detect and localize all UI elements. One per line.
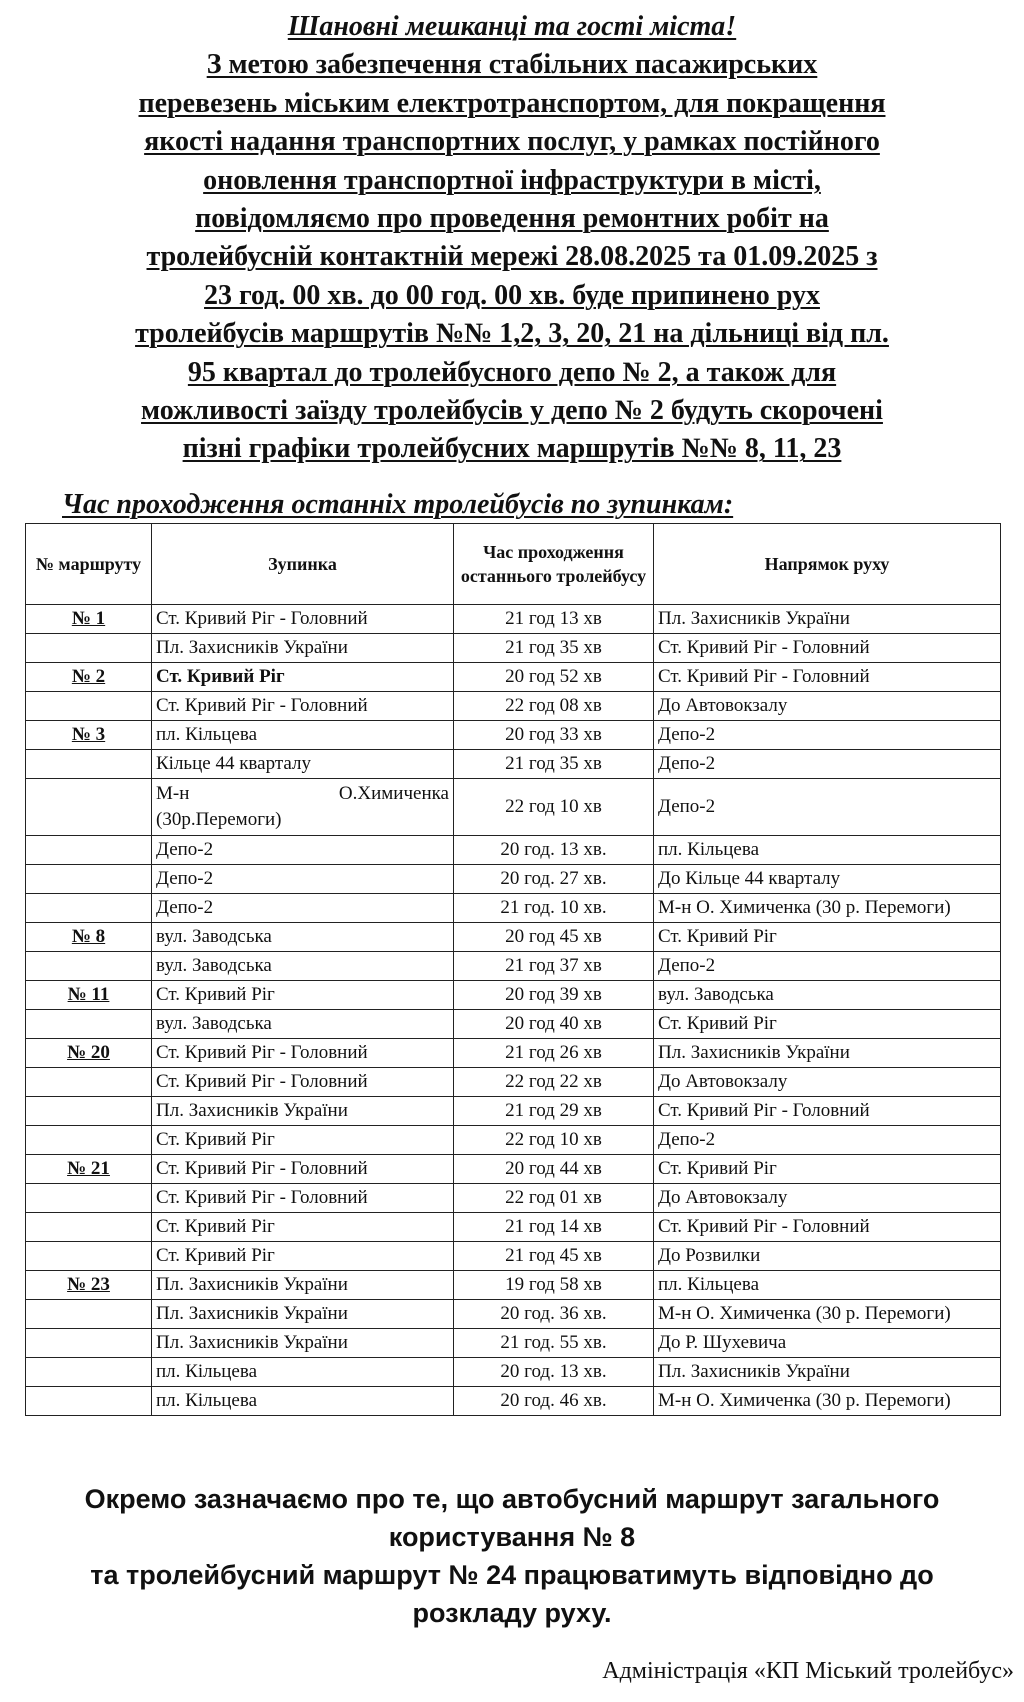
header-direction: Напрямок руху xyxy=(654,524,1001,605)
time-cell: 20 год 40 хв xyxy=(454,1010,654,1039)
table-row xyxy=(26,1387,1001,1416)
stop-cell: Депо-2 xyxy=(152,836,454,865)
direction-cell: пл. Кільцева xyxy=(654,836,1001,865)
stop-cell: Пл. Захисників України xyxy=(152,1271,454,1300)
stop-part: М-н xyxy=(156,783,190,804)
stop-cell: вул. Заводська xyxy=(152,1010,454,1039)
route-cell: № 11 xyxy=(26,981,152,1010)
stop-cell: Ст. Кривий Ріг xyxy=(152,1126,454,1155)
table-row xyxy=(26,1242,1001,1271)
announcement-line: повідомляємо про проведення ремонтних робіт на xyxy=(195,203,829,235)
route-cell: № 3 xyxy=(26,721,152,750)
stop-cell: Ст. Кривий Ріг xyxy=(152,981,454,1010)
announcement-line: З метою забезпечення стабільних пасажирських xyxy=(206,49,818,81)
direction-cell: Депо-2 xyxy=(654,750,1001,779)
stop-cell: Ст. Кривий Ріг - Головний xyxy=(152,1068,454,1097)
route-cell xyxy=(26,692,152,721)
header-stop: Зупинка xyxy=(152,524,454,605)
time-cell: 22 год 08 хв xyxy=(454,692,654,721)
announcement-line: тролейбусній контактній мережі 28.08.2025 та 01.09.2025 з xyxy=(146,241,878,273)
time-cell: 22 год 01 хв xyxy=(454,1184,654,1213)
time-cell: 19 год 58 хв xyxy=(454,1271,654,1300)
direction-cell: До Автовокзалу xyxy=(654,1068,1001,1097)
time-cell: 20 год. 27 хв. xyxy=(454,865,654,894)
table-row xyxy=(26,1213,1001,1242)
table-row xyxy=(26,1126,1001,1155)
table-row xyxy=(26,634,1001,663)
direction-cell: До Розвилки xyxy=(654,1242,1001,1271)
direction-cell: пл. Кільцева xyxy=(654,1271,1001,1300)
stop-cell: вул. Заводська xyxy=(152,952,454,981)
stop-cell: Ст. Кривий Ріг - Головний xyxy=(152,1155,454,1184)
direction-cell: До Автовокзалу xyxy=(654,1184,1001,1213)
route-cell: № 8 xyxy=(26,923,152,952)
time-cell: 21 год 35 хв xyxy=(454,634,654,663)
stop-cell: Пл. Захисників України xyxy=(152,1300,454,1329)
stop-cell: Пл. Захисників України xyxy=(152,1329,454,1358)
route-cell: № 1 xyxy=(26,605,152,634)
time-cell: 20 год 44 хв xyxy=(454,1155,654,1184)
route-cell xyxy=(26,1213,152,1242)
stop-cell: Ст. Кривий Ріг - Головний xyxy=(152,605,454,634)
time-cell: 20 год 52 хв xyxy=(454,663,654,692)
table-row xyxy=(26,779,1001,836)
stop-cell: пл. Кільцева xyxy=(152,1387,454,1416)
direction-cell: До Кільце 44 кварталу xyxy=(654,865,1001,894)
time-cell: 20 год 33 хв xyxy=(454,721,654,750)
table-title: Час проходження останніх тролейбусів по зупинкам: xyxy=(62,489,734,520)
header-time: Час проходження останнього тролейбусу xyxy=(454,524,654,605)
table-row xyxy=(26,981,1001,1010)
table-row xyxy=(26,721,1001,750)
table-row xyxy=(26,1068,1001,1097)
direction-cell: Ст. Кривий Ріг - Головний xyxy=(654,1097,1001,1126)
direction-cell: Пл. Захисників України xyxy=(654,1358,1001,1387)
stop-cell: Ст. Кривий Ріг xyxy=(152,1242,454,1271)
table-row xyxy=(26,836,1001,865)
route-cell: № 23 xyxy=(26,1271,152,1300)
direction-cell: вул. Заводська xyxy=(654,981,1001,1010)
route-cell xyxy=(26,1387,152,1416)
table-row xyxy=(26,663,1001,692)
time-cell: 21 год 14 хв xyxy=(454,1213,654,1242)
stop-cell: Пл. Захисників України xyxy=(152,1097,454,1126)
time-cell: 21 год 26 хв xyxy=(454,1039,654,1068)
announcement-heading xyxy=(40,8,984,469)
direction-cell: Ст. Кривий Ріг - Головний xyxy=(654,663,1001,692)
time-cell: 22 год 10 хв xyxy=(454,1126,654,1155)
direction-cell: Депо-2 xyxy=(654,779,1001,836)
direction-cell: Депо-2 xyxy=(654,952,1001,981)
time-cell: 21 год. 55 хв. xyxy=(454,1329,654,1358)
route-cell xyxy=(26,1300,152,1329)
header-route: № маршруту xyxy=(26,524,152,605)
time-cell: 20 год 39 хв xyxy=(454,981,654,1010)
route-cell xyxy=(26,1010,152,1039)
table-row xyxy=(26,894,1001,923)
announcement-line: тролейбусів маршрутів №№ 1,2, 3, 20, 21 на дільниці від пл. xyxy=(135,318,889,350)
time-cell: 20 год. 46 хв. xyxy=(454,1387,654,1416)
direction-cell: До Р. Шухевича xyxy=(654,1329,1001,1358)
time-cell: 20 год. 13 хв. xyxy=(454,1358,654,1387)
time-cell: 22 год 22 хв xyxy=(454,1068,654,1097)
route-cell xyxy=(26,1097,152,1126)
stop-cell: Ст. Кривий Ріг - Головний xyxy=(152,692,454,721)
stop-cell: Депо-2 xyxy=(152,894,454,923)
direction-cell: М-н О. Химиченка (30 р. Перемоги) xyxy=(654,894,1001,923)
direction-cell: М-н О. Химиченка (30 р. Перемоги) xyxy=(654,1300,1001,1329)
route-cell xyxy=(26,779,152,836)
direction-cell: Ст. Кривий Ріг xyxy=(654,923,1001,952)
direction-cell: Ст. Кривий Ріг - Головний xyxy=(654,634,1001,663)
stop-cell xyxy=(152,779,454,836)
announcement-line: 23 год. 00 хв. до 00 год. 00 хв. буде припинено рух xyxy=(204,279,820,311)
stop-cell: Ст. Кривий Ріг xyxy=(152,1213,454,1242)
table-row xyxy=(26,750,1001,779)
time-cell: 20 год. 13 хв. xyxy=(454,836,654,865)
time-cell: 21 год 37 хв xyxy=(454,952,654,981)
route-cell xyxy=(26,1242,152,1271)
stop-cell: Ст. Кривий Ріг xyxy=(152,663,454,692)
table-row xyxy=(26,1097,1001,1126)
schedule-table xyxy=(25,523,1001,1416)
stop-cell: пл. Кільцева xyxy=(152,1358,454,1387)
announcement-line: можливості заїзду тролейбусів у депо № 2 будуть скорочені xyxy=(141,395,883,427)
direction-cell: Ст. Кривий Ріг xyxy=(654,1010,1001,1039)
table-row xyxy=(26,1039,1001,1068)
table-row xyxy=(26,692,1001,721)
route-cell xyxy=(26,836,152,865)
route-cell xyxy=(26,1358,152,1387)
time-cell: 21 год 29 хв xyxy=(454,1097,654,1126)
direction-cell: Депо-2 xyxy=(654,1126,1001,1155)
stop-cell: Пл. Захисників України xyxy=(152,634,454,663)
route-cell xyxy=(26,750,152,779)
time-cell: 20 год 45 хв xyxy=(454,923,654,952)
time-cell: 21 год 35 хв xyxy=(454,750,654,779)
table-row xyxy=(26,1329,1001,1358)
route-cell xyxy=(26,1068,152,1097)
route-cell: № 20 xyxy=(26,1039,152,1068)
time-cell: 21 год 13 хв xyxy=(454,605,654,634)
table-row xyxy=(26,605,1001,634)
stop-cell: пл. Кільцева xyxy=(152,721,454,750)
route-cell xyxy=(26,634,152,663)
route-cell: № 2 xyxy=(26,663,152,692)
direction-cell: Пл. Захисників України xyxy=(654,605,1001,634)
stop-cell: Кільце 44 кварталу xyxy=(152,750,454,779)
route-cell xyxy=(26,1126,152,1155)
direction-cell: Пл. Захисників України xyxy=(654,1039,1001,1068)
closing-line: Окремо зазначаємо про те, що автобусний маршрут загального xyxy=(84,1484,940,1514)
table-row xyxy=(26,952,1001,981)
table-row xyxy=(26,1300,1001,1329)
signature: Адміністрація «КП Міський тролейбус» xyxy=(602,1658,1014,1684)
table-row xyxy=(26,1184,1001,1213)
stop-part: О.Химиченка xyxy=(338,783,449,804)
route-cell xyxy=(26,1329,152,1358)
route-cell xyxy=(26,865,152,894)
stop-cell: Депо-2 xyxy=(152,865,454,894)
announcement-line: 95 квартал до тролейбусного депо № 2, а також для xyxy=(187,356,837,388)
table-row xyxy=(26,1010,1001,1039)
table-row xyxy=(26,865,1001,894)
direction-cell: Ст. Кривий Ріг - Головний xyxy=(654,1213,1001,1242)
direction-cell: М-н О. Химиченка (30 р. Перемоги) xyxy=(654,1387,1001,1416)
time-cell: 22 год 10 хв xyxy=(454,779,654,836)
greeting-line: Шановні мешканці та гості міста! xyxy=(287,11,737,42)
table-row xyxy=(26,1155,1001,1184)
table-row xyxy=(26,1271,1001,1300)
time-cell: 21 год. 10 хв. xyxy=(454,894,654,923)
table-row xyxy=(26,1358,1001,1387)
route-cell xyxy=(26,1184,152,1213)
closing-line: розкладу руху. xyxy=(412,1598,612,1628)
stop-line xyxy=(156,781,449,807)
stop-cell: вул. Заводська xyxy=(152,923,454,952)
route-cell xyxy=(26,894,152,923)
closing-line: користування № 8 xyxy=(388,1522,636,1552)
announcement-line: перевезень міським електротранспортом, для покращення xyxy=(138,87,886,119)
closing-line: та тролейбусний маршрут № 24 працюватимуть відповідно до xyxy=(90,1560,934,1590)
time-cell: 20 год. 36 хв. xyxy=(454,1300,654,1329)
direction-cell: Депо-2 xyxy=(654,721,1001,750)
route-cell xyxy=(26,952,152,981)
direction-cell: Ст. Кривий Ріг xyxy=(654,1155,1001,1184)
table-row xyxy=(26,923,1001,952)
announcement-line: пізні графіки тролейбусних маршрутів №№ 8, 11, 23 xyxy=(182,433,842,465)
route-cell: № 21 xyxy=(26,1155,152,1184)
time-cell: 21 год 45 хв xyxy=(454,1242,654,1271)
stop-cell: Ст. Кривий Ріг - Головний xyxy=(152,1039,454,1068)
table-header-row xyxy=(26,524,1001,605)
closing-note xyxy=(20,1480,1004,1632)
stop-cell: Ст. Кривий Ріг - Головний xyxy=(152,1184,454,1213)
stop-part: (30р.Перемоги) xyxy=(156,809,282,830)
direction-cell: До Автовокзалу xyxy=(654,692,1001,721)
announcement-line: оновлення транспортної інфраструктури в місті, xyxy=(203,164,821,196)
announcement-line: якості надання транспортних послуг, у рамках постійного xyxy=(144,126,880,158)
